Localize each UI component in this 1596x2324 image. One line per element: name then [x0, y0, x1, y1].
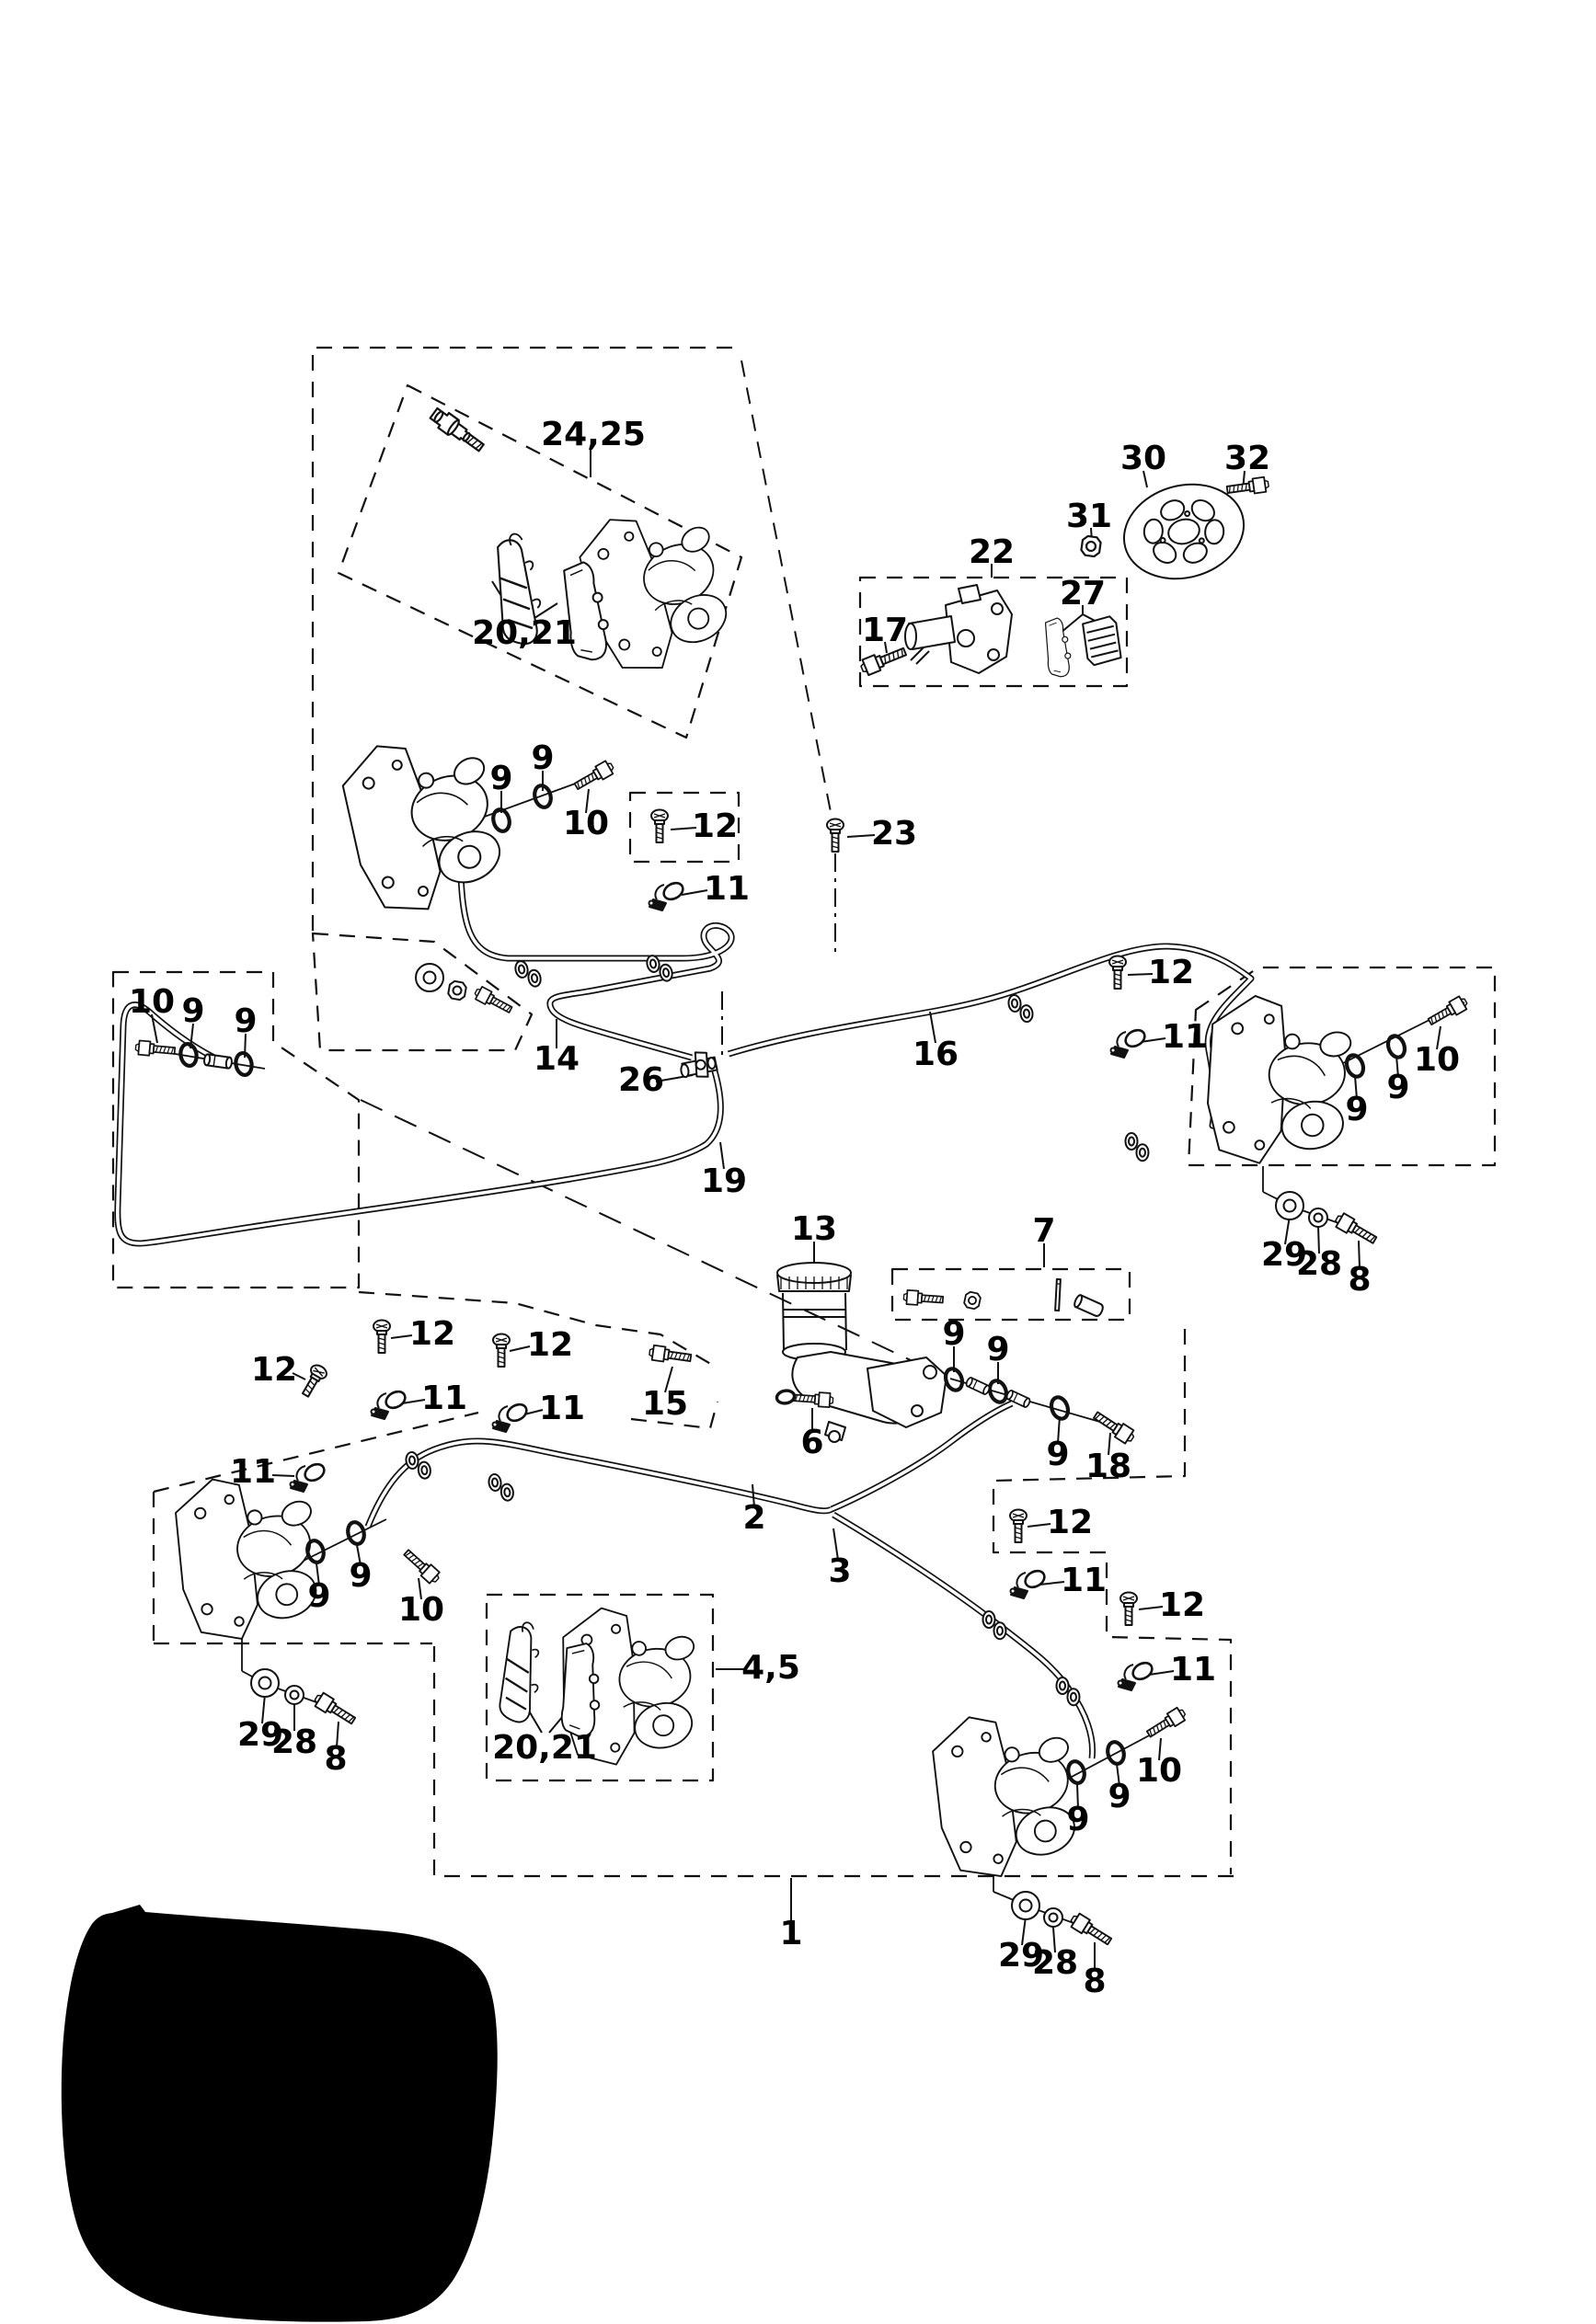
- shape: [624, 532, 634, 542]
- part-number-label: 22: [968, 533, 1016, 571]
- part-number-label: 28: [270, 1723, 318, 1761]
- part-number-label: 9: [1108, 1778, 1131, 1815]
- part-number-label: 12: [1147, 954, 1195, 991]
- washer-part: [251, 1669, 279, 1697]
- shape: [997, 1627, 1003, 1635]
- line: [138, 1040, 150, 1055]
- shape: [421, 1466, 428, 1475]
- nut-part: [447, 980, 466, 1001]
- shape: [1065, 653, 1072, 659]
- shape: [649, 959, 657, 968]
- shape: [408, 1456, 415, 1465]
- part-number-label: 2: [742, 1499, 766, 1537]
- shape: [1129, 1138, 1134, 1146]
- shape: [1034, 1820, 1056, 1842]
- part-number-label: 10: [1135, 1752, 1183, 1790]
- pin7-part: [1055, 1279, 1061, 1311]
- shape: [224, 1494, 234, 1504]
- part-number-label: 27: [1059, 575, 1107, 612]
- shape: [1111, 1048, 1116, 1053]
- part-number-label: 16: [912, 1036, 959, 1073]
- part-number-label: 32: [1223, 440, 1271, 477]
- shape: [652, 647, 662, 657]
- shape: [453, 986, 462, 995]
- shape: [632, 1642, 646, 1655]
- shape: [591, 1700, 600, 1710]
- nut-part: [1081, 535, 1102, 556]
- line: [561, 1643, 597, 1736]
- shape: [382, 876, 395, 889]
- shape: [247, 1510, 262, 1525]
- shape: [1232, 1023, 1244, 1035]
- shape: [1005, 1747, 1019, 1762]
- washer_s-part: [1044, 1908, 1062, 1927]
- part-number-label: 9: [1046, 1436, 1070, 1473]
- part-number-label: 13: [790, 1210, 838, 1248]
- part-number-label: 28: [1031, 1944, 1079, 1982]
- part-number-label: 9: [1345, 1091, 1369, 1128]
- shape: [1071, 1693, 1076, 1701]
- shape: [1140, 1149, 1145, 1157]
- shape: [1011, 1589, 1016, 1594]
- shape: [958, 630, 974, 647]
- part-number-label: 9: [1066, 1801, 1090, 1838]
- shape: [225, 1057, 233, 1069]
- shape: [1050, 1914, 1058, 1922]
- shape: [829, 1431, 840, 1442]
- part-number-label: 9: [1386, 1069, 1410, 1106]
- part-number-label: 9: [307, 1577, 331, 1615]
- part-number-label: 8: [1083, 1963, 1107, 2000]
- line: [819, 1392, 831, 1407]
- part-number-label: 12: [250, 1351, 298, 1389]
- shape: [982, 1733, 991, 1742]
- shape: [924, 1366, 936, 1379]
- part-number-label: 31: [1065, 498, 1113, 535]
- shape: [598, 619, 608, 629]
- shape: [1024, 1009, 1030, 1017]
- shape: [235, 1617, 244, 1626]
- part-number-label: 11: [703, 870, 751, 908]
- shape: [493, 1423, 498, 1427]
- shape: [612, 1625, 621, 1634]
- part-number-label: 12: [1046, 1504, 1094, 1541]
- redaction-blob: [62, 1905, 498, 2322]
- part-number-label: 9: [181, 992, 205, 1030]
- part-number-label: 29: [1260, 1236, 1308, 1274]
- shape: [1119, 1681, 1123, 1686]
- shape: [201, 1604, 212, 1615]
- shape: [653, 1715, 674, 1736]
- shape: [968, 1296, 977, 1305]
- part-number-label: 12: [408, 1315, 456, 1353]
- part-number-label: 6: [800, 1424, 824, 1461]
- shape: [1012, 999, 1018, 1007]
- part-number-label: 9: [986, 1331, 1010, 1368]
- shape: [1160, 537, 1165, 543]
- shape: [1255, 1140, 1265, 1151]
- shape: [1223, 1121, 1234, 1133]
- shape: [1284, 1034, 1300, 1049]
- part-number-label: 15: [641, 1385, 689, 1423]
- shape: [1060, 1682, 1065, 1690]
- washer-part: [416, 964, 443, 991]
- shape: [195, 1507, 206, 1518]
- part-number-label: 11: [229, 1453, 277, 1491]
- shape: [518, 965, 525, 974]
- line: [906, 1290, 918, 1305]
- part-number-label: 28: [1295, 1245, 1343, 1283]
- part-number-label: 10: [1413, 1041, 1461, 1079]
- shape: [993, 1854, 1003, 1863]
- shape: [695, 1059, 706, 1070]
- part-number-label: 29: [236, 1716, 284, 1754]
- shape: [912, 1405, 923, 1416]
- shape: [662, 968, 670, 978]
- shape: [952, 1746, 963, 1757]
- part-number-label: 12: [1158, 1586, 1206, 1624]
- shape: [992, 603, 1003, 614]
- part-number-label: 11: [1060, 1562, 1108, 1599]
- part-number-label: 1: [779, 1915, 803, 1952]
- shape: [424, 972, 436, 984]
- part-number-label: 14: [533, 1040, 580, 1078]
- shape: [362, 777, 375, 790]
- part-number-label: 9: [489, 760, 513, 797]
- part-number-label: 20,21: [492, 1729, 597, 1767]
- part-number-label: 8: [1348, 1261, 1372, 1299]
- shape: [1185, 510, 1190, 516]
- part-number-label: 12: [691, 807, 739, 845]
- part-number-label: 9: [531, 739, 555, 777]
- part-number-label: 11: [1169, 1651, 1217, 1689]
- part-number-label: 18: [1085, 1448, 1132, 1485]
- shape: [418, 886, 429, 897]
- part-number-label: 30: [1119, 440, 1167, 477]
- part-number-label: 24,25: [541, 416, 646, 453]
- nut-part: [963, 1291, 981, 1310]
- shape: [531, 974, 538, 983]
- shape: [707, 1058, 717, 1070]
- part-number-label: 8: [324, 1740, 348, 1778]
- part-number-label: 19: [700, 1162, 748, 1200]
- part-number-label: 3: [828, 1552, 852, 1590]
- part-number-label: 11: [420, 1380, 468, 1417]
- shape: [960, 1841, 971, 1852]
- washer-part: [1012, 1892, 1039, 1919]
- part-number-label: 20,21: [472, 614, 577, 652]
- part-number-label: 12: [526, 1326, 574, 1364]
- shape: [1199, 538, 1204, 544]
- shape: [611, 1743, 620, 1752]
- part-number-label: 9: [234, 1002, 258, 1040]
- part-number-label: 7: [1032, 1212, 1056, 1250]
- washer_s-part: [285, 1686, 304, 1704]
- shape: [649, 901, 654, 906]
- part-number-label: 9: [942, 1315, 966, 1353]
- shape: [1085, 541, 1096, 551]
- part-number-label: 9: [349, 1557, 373, 1595]
- shape: [392, 760, 403, 771]
- part-number-label: 17: [861, 612, 909, 649]
- shape: [988, 649, 999, 660]
- shape: [372, 1410, 376, 1414]
- shape: [276, 1584, 298, 1606]
- shape: [259, 1677, 271, 1689]
- line: [959, 585, 981, 603]
- shape: [1315, 1214, 1323, 1222]
- part-number-label: 10: [128, 983, 176, 1021]
- shape: [1264, 1014, 1274, 1025]
- part-number-label: 10: [397, 1591, 445, 1629]
- shape: [1020, 1900, 1032, 1912]
- shape: [1284, 1200, 1296, 1212]
- shape: [291, 1483, 295, 1487]
- shape: [291, 1691, 299, 1700]
- shape: [504, 1488, 511, 1497]
- shape: [590, 1674, 599, 1683]
- washer-part: [1276, 1192, 1303, 1219]
- shape: [203, 1054, 211, 1066]
- pad_grooved-part: [1083, 615, 1122, 666]
- shape: [592, 592, 603, 602]
- part-number-label: 26: [617, 1061, 665, 1099]
- shape: [491, 1478, 498, 1487]
- washer_s-part: [1309, 1208, 1327, 1227]
- part-number-label: 11: [1161, 1018, 1209, 1056]
- part-number-label: 23: [870, 815, 918, 853]
- part-number-label: 10: [562, 805, 610, 842]
- shape: [986, 1616, 992, 1624]
- part-number-label: 11: [538, 1390, 586, 1427]
- part-number-label: 29: [997, 1937, 1045, 1975]
- part-number-label: 4,5: [741, 1649, 800, 1687]
- shape: [1062, 636, 1068, 643]
